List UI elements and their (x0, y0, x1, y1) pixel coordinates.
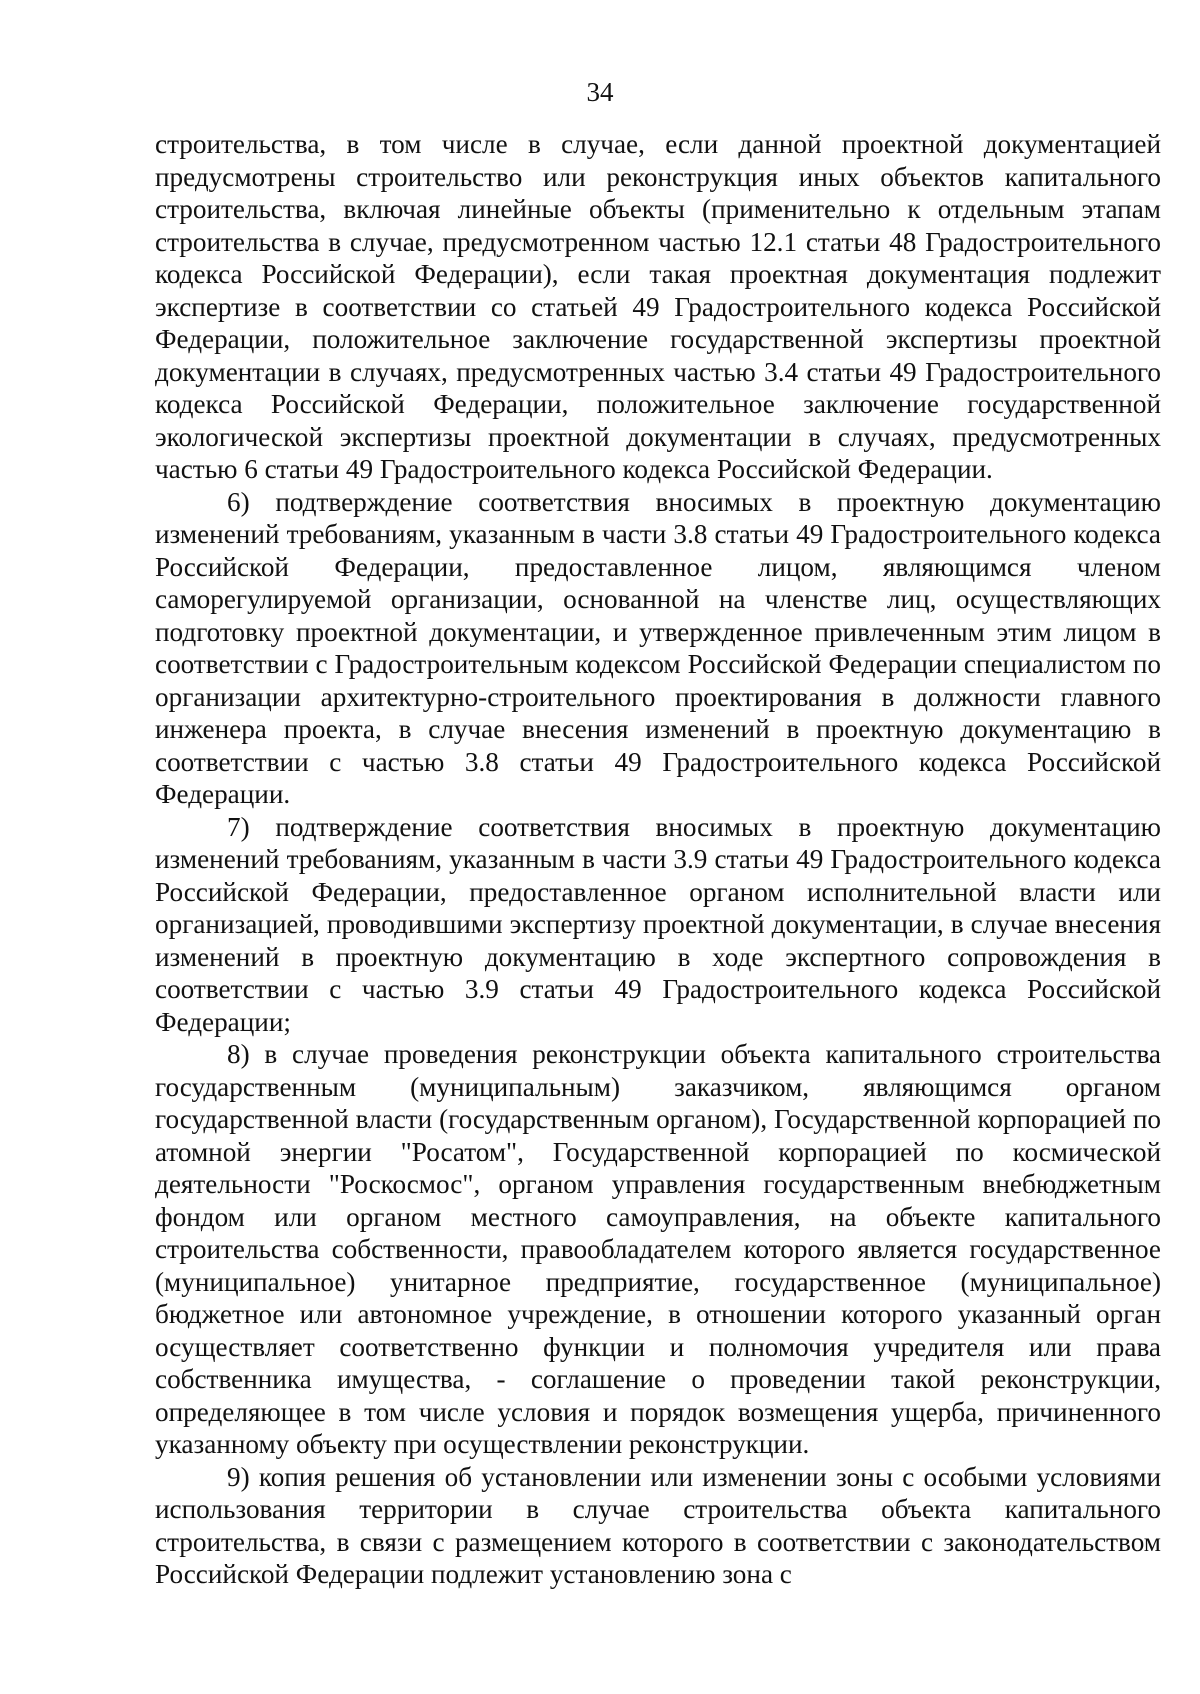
paragraph-item-8: 8) в случае проведения реконструкции объекта капитального строительства государственным (муниципальным) заказчиком, являющимся органом государственной власти (государственным органом), Государственной корпорацией по атомной энергии "Росатом", Государственной корпорацией по космической деятельности "Роскосмос", органом управления государственным внебюджетным фондом или органом местного самоуправления, на объекте капитального строительства собственности, правообладателем которого является государственное (муниципальное) унитарное предприятие, государственное (муниципальное) бюджетное или автономное учреждение, в отношении которого указанный орган осуществляет соответственно функции и полномочия учредителя или права собственника имущества, - соглашение о проведении такой реконструкции, определяющее в том числе условия и порядок возмещения ущерба, причиненного указанному объекту при осуществлении реконструкции. (155, 1039, 1161, 1459)
paragraph-item-7: 7) подтверждение соответствия вносимых в проектную документацию изменений требованиям, указанным в части 3.9 статьи 49 Градостроительного кодекса Российской Федерации, предоставленное органом исполнительной власти или организацией, проводившими экспертизу проектной документации, в случае внесения изменений в проектную документацию в ходе экспертного сопровождения в соответствии с частью 3.9 статьи 49 Градостроительного кодекса Российской Федерации; (155, 811, 1161, 1037)
paragraph-item-9: 9) копия решения об установлении или изменении зоны с особыми условиями использования территории в случае строительства объекта капитального строительства, в связи с размещением которого в соответствии с законодательством Российской Федерации подлежит установлению зона с (155, 1461, 1161, 1589)
document-body (155, 128, 1161, 1591)
paragraph-continuation: строительства, в том числе в случае, если данной проектной документацией предусмотрены строительство или реконструкция иных объектов капитального строительства, включая линейные объекты (применительно к отдельным этапам строительства в случае, предусмотренном частью 12.1 статьи 48 Градостроительного кодекса Российской Федерации), если такая проектная документация подлежит экспертизе в соответствии со статьей 49 Градостроительного кодекса Российской Федерации, положительное заключение государственной экспертизы проектной документации в случаях, предусмотренных частью 3.4 статьи 49 Градостроительного кодекса Российской Федерации, положительное заключение государственной экологической экспертизы проектной документации в случаях, предусмотренных частью 6 статьи 49 Градостроительного кодекса Российской Федерации. (155, 129, 1161, 484)
page-number: 34 (586, 77, 614, 107)
paragraph-item-6: 6) подтверждение соответствия вносимых в проектную документацию изменений требованиям, указанным в части 3.8 статьи 49 Градостроительного кодекса Российской Федерации, предоставленное лицом, являющимся членом саморегулируемой организации, основанной на членстве лиц, осуществляющих подготовку проектной документации, и утвержденное привлеченным этим лицом в соответствии с Градостроительным кодексом Российской Федерации специалистом по организации архитектурно-строительного проектирования в должности главного инженера проекта, в случае внесения изменений в проектную документацию в соответствии с частью 3.8 статьи 49 Градостроительного кодекса Российской Федерации. (155, 486, 1161, 809)
